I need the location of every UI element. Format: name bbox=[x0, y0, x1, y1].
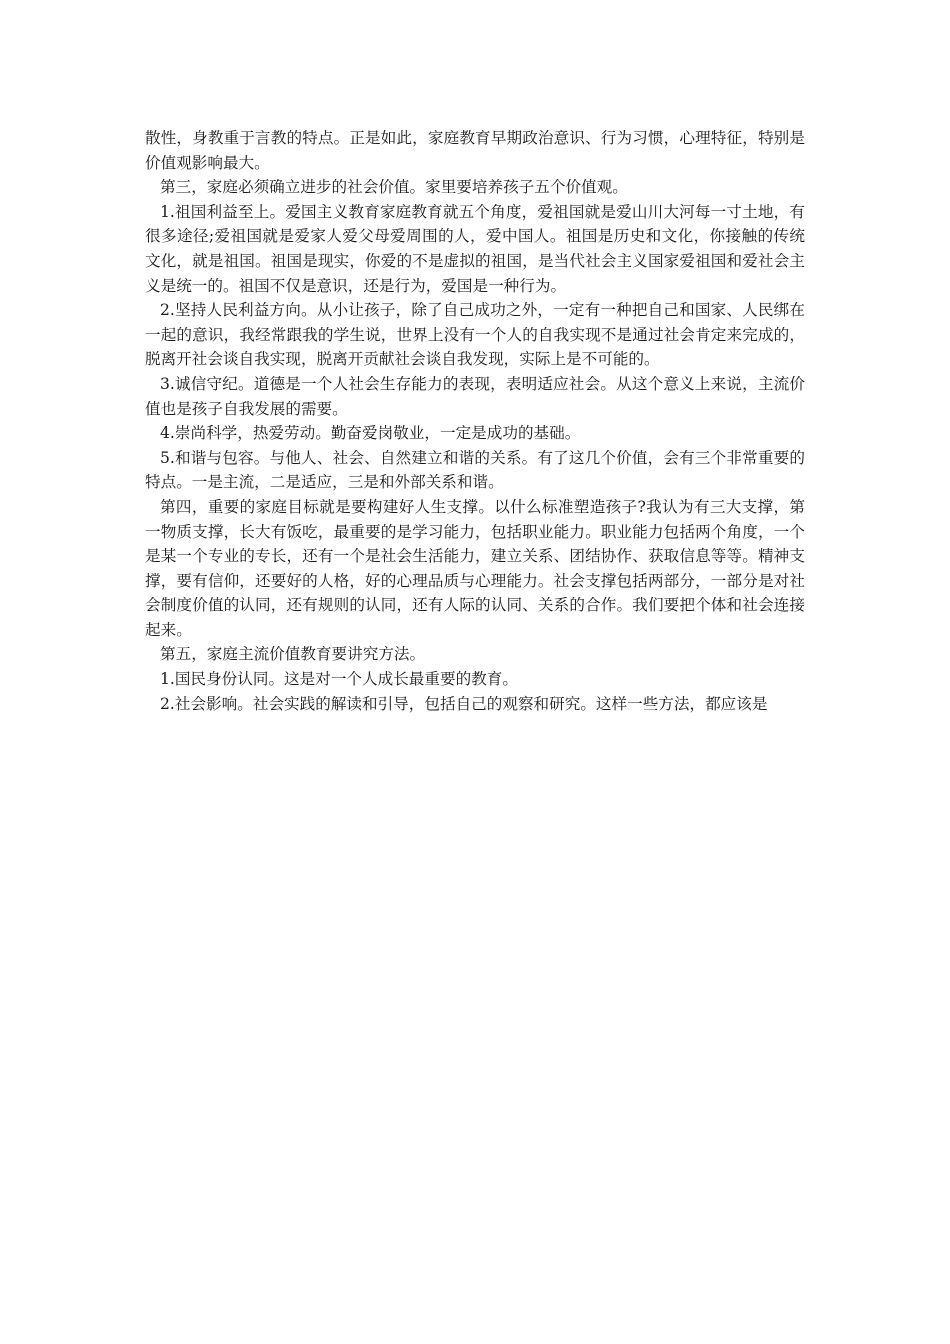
paragraph: 2.坚持人民利益方向。从小让孩子，除了自己成功之外，一定有一种把自己和国家、人民绑在一起的意识，我经常跟我的学生说，世界上没有一个人的自我实现不是通过社会肯定来完成的，脱离开社会谈自我实现，脱离开贡献社会谈自我发现，实际上是不可能的。 bbox=[145, 301, 805, 369]
paragraph: 第三，家庭必须确立进步的社会价值。家里要培养孩子五个价值观。 bbox=[160, 178, 628, 197]
document-body bbox=[145, 126, 805, 716]
paragraph: 4.崇尚科学，热爱劳动。勤奋爱岗敬业，一定是成功的基础。 bbox=[160, 424, 581, 443]
paragraph: 第五，家庭主流价值教育要讲究方法。 bbox=[160, 645, 426, 664]
paragraph: 5.和谐与包容。与他人、社会、自然建立和谐的关系。有了这几个价值，会有三个非常重要的特点。一是主流，二是适应，三是和外部关系和谐。 bbox=[145, 448, 805, 492]
paragraph: 第四，重要的家庭目标就是要构建好人生支撑。以什么标准塑造孩子?我认为有三大支撑，第一物质支撑，长大有饭吃，最重要的是学习能力，包括职业能力。职业能力包括两个角度，一个是某一个专业的专长，还有一个是社会生活能力，建立关系、团结协作、获取信息等等。精神支撑，要有信仰，还要好的人格，好的心理品质与心理能力。社会支撑包括两部分，一部分是对社会制度价值的认同，还有规则的认同，还有人际的认同、关系的合作。我们要把个体和社会连接起来。 bbox=[145, 497, 805, 639]
paragraph: 1.国民身份认同。这是对一个人成长最重要的教育。 bbox=[160, 670, 518, 689]
paragraph: 2.社会影响。社会实践的解读和引导，包括自己的观察和研究。这样一些方法，都应该是 bbox=[160, 694, 768, 713]
paragraph: 散性，身教重于言教的特点。正是如此，家庭教育早期政治意识、行为习惯，心理特征，特别是价值观影响最大。 bbox=[145, 129, 805, 172]
paragraph: 3.诚信守纪。道德是一个人社会生存能力的表现，表明适应社会。从这个意义上来说，主流价值也是孩子自我发展的需要。 bbox=[145, 374, 805, 418]
paragraph: 1.祖国利益至上。爱国主义教育家庭教育就五个角度，爱祖国就是爱山川大河每一寸土地，有很多途径;爱祖国就是爱家人爱父母爱周围的人，爱中国人。祖国是历史和文化，你接触的传统文化，就是祖国。祖国是现实，你爱的不是虚拟的祖国，是当代社会主义国家爱祖国和爱社会主义是统一的。祖国不仅是意识，还是行为，爱国是一种行为。 bbox=[145, 202, 805, 295]
